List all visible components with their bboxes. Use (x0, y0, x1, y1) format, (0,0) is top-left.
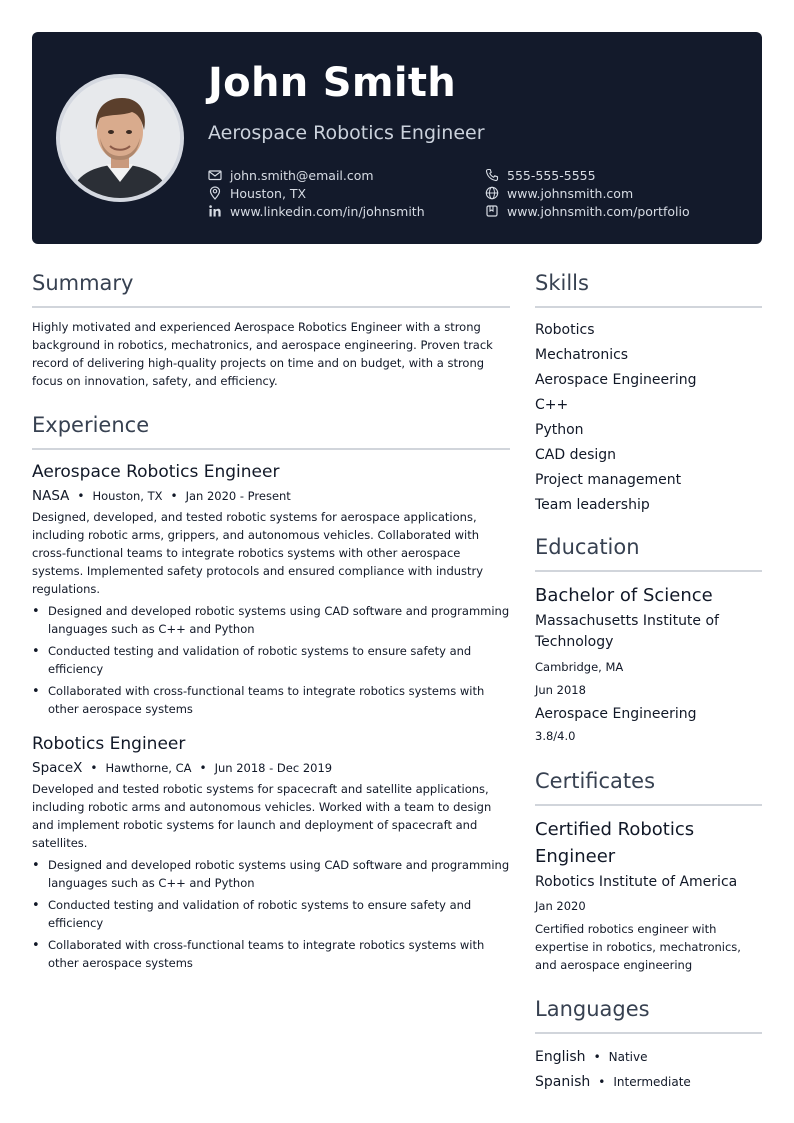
website-text: www.johnsmith.com (507, 185, 634, 201)
education-degree: Bachelor of Science (535, 585, 713, 606)
summary-section (32, 268, 510, 390)
section-divider (535, 570, 762, 572)
email-text: john.smith@email.com (230, 167, 374, 183)
phone-text: 555-555-5555 (507, 167, 596, 183)
globe-icon (485, 186, 499, 200)
section-divider (535, 804, 762, 806)
sidebar-column (535, 268, 762, 1094)
resume-header (32, 32, 762, 244)
summary-heading: Summary (32, 271, 134, 295)
job-bullet: • Conducted testing and validation of robotic systems to ensure safety and efficiency (32, 642, 510, 678)
language-level: Native (608, 1049, 648, 1064)
contact-linkedin[interactable] (208, 202, 425, 220)
job-company: NASA (32, 488, 70, 504)
job-bullet: • Designed and developed robotic systems using CAD software and programming languages such as C++ and Python (32, 602, 510, 638)
candidate-name: John Smith (208, 60, 457, 106)
bookmark-icon (485, 204, 499, 218)
education-location: Cambridge, MA (535, 660, 624, 674)
certificate-name: Certified Robotics Engineer (535, 819, 695, 867)
job-bullet: • Designed and developed robotic systems using CAD software and programming languages such as C++ and Python (32, 856, 510, 892)
separator-dot: • (199, 761, 207, 775)
portfolio-text: www.johnsmith.com/portfolio (507, 203, 690, 219)
contact-info (208, 166, 738, 226)
experience-heading: Experience (32, 413, 150, 437)
job-description: Designed, developed, and tested robotic systems for aerospace applications, including robotic arms, grippers, and autonomous vehicles. Collaborated with cross-functional teams to integrate robotics systems with other aerospace systems. Implemented safety protocols and ensured compliance with industry regulations. (32, 510, 484, 596)
job-dates: Jan 2020 - Present (185, 489, 291, 503)
job-dates: Jun 2018 - Dec 2019 (214, 761, 333, 775)
candidate-title: Aerospace Robotics Engineer (208, 122, 485, 144)
job-bullet: • Collaborated with cross-functional teams to integrate robotics systems with other aerospace systems (32, 936, 510, 972)
job-bullet: • Collaborated with cross-functional teams to integrate robotics systems with other aerospace systems (32, 682, 510, 718)
section-divider (32, 448, 510, 450)
section-divider (32, 306, 510, 308)
skill-item: Team leadership (535, 497, 650, 513)
language-name: English (535, 1048, 586, 1065)
summary-text: Highly motivated and experienced Aerospace Robotics Engineer with a strong background in robotics, mechatronics, and aerospace engineering. Proven track record of delivering high-quality projects on time and on budget, with a strong focus on innovation, safety, and efficiency. (32, 320, 493, 388)
experience-section (32, 410, 510, 972)
skill-item: CAD design (535, 447, 617, 463)
profile-photo (56, 74, 184, 202)
job-bullets (32, 856, 510, 972)
separator-dot: • (170, 489, 178, 503)
language-level: Intermediate (613, 1074, 691, 1089)
language-name: Spanish (535, 1073, 591, 1090)
contact-location (208, 184, 306, 202)
linkedin-icon (208, 204, 222, 218)
job-entry (32, 460, 510, 718)
section-divider (535, 306, 762, 308)
job-meta (32, 760, 510, 776)
education-section (535, 532, 762, 744)
job-title: Aerospace Robotics Engineer (32, 462, 280, 482)
languages-heading: Languages (535, 997, 650, 1021)
envelope-icon (208, 168, 222, 182)
certificates-section (535, 766, 762, 974)
linkedin-text: www.linkedin.com/in/johnsmith (230, 203, 425, 219)
job-description: Developed and tested robotic systems for spacecraft and satellite applications, including robotic arms and autonomous vehicles. Worked with a team to design and implement robotic systems for launch and deployment of spacecraft and satellites. (32, 782, 492, 850)
separator-dot: • (77, 489, 85, 503)
skill-item: Robotics (535, 322, 595, 338)
job-meta (32, 488, 510, 504)
certificate-description: Certified robotics engineer with expertise in robotics, mechatronics, and aerospace engineering (535, 922, 741, 972)
job-title: Robotics Engineer (32, 734, 186, 754)
skill-item: C++ (535, 397, 569, 413)
map-pin-icon (208, 186, 222, 200)
avatar-image (60, 78, 180, 198)
contact-phone[interactable] (485, 166, 596, 184)
certificate-date: Jan 2020 (535, 899, 586, 913)
job-location: Hawthorne, CA (105, 761, 192, 775)
skill-item: Python (535, 422, 584, 438)
job-bullet: • Conducted testing and validation of robotic systems to ensure safety and efficiency (32, 896, 510, 932)
job-entry (32, 732, 510, 972)
language-item (535, 1069, 762, 1094)
education-field: Aerospace Engineering (535, 706, 697, 722)
languages-section (535, 994, 762, 1094)
certificate-issuer: Robotics Institute of America (535, 874, 738, 890)
contact-portfolio[interactable] (485, 202, 690, 220)
education-heading: Education (535, 535, 640, 559)
language-item (535, 1044, 762, 1069)
separator-dot: • (90, 761, 98, 775)
separator-dot: • (598, 1074, 606, 1089)
skill-item: Mechatronics (535, 347, 629, 363)
skills-section (535, 268, 762, 518)
main-column (32, 268, 510, 976)
job-bullets (32, 602, 510, 718)
contact-website[interactable] (485, 184, 633, 202)
education-gpa: 3.8/4.0 (535, 729, 576, 743)
phone-icon (485, 168, 499, 182)
contact-email[interactable] (208, 166, 374, 184)
skill-item: Project management (535, 472, 682, 488)
education-date: Jun 2018 (535, 683, 586, 697)
location-text: Houston, TX (230, 185, 307, 201)
section-divider (535, 1032, 762, 1034)
skill-item: Aerospace Engineering (535, 372, 697, 388)
certificates-heading: Certificates (535, 769, 656, 793)
separator-dot: • (593, 1049, 601, 1064)
skills-heading: Skills (535, 271, 589, 295)
education-school: Massachusetts Institute of Technology (535, 613, 719, 650)
job-location: Houston, TX (92, 489, 163, 503)
job-company: SpaceX (32, 760, 83, 776)
